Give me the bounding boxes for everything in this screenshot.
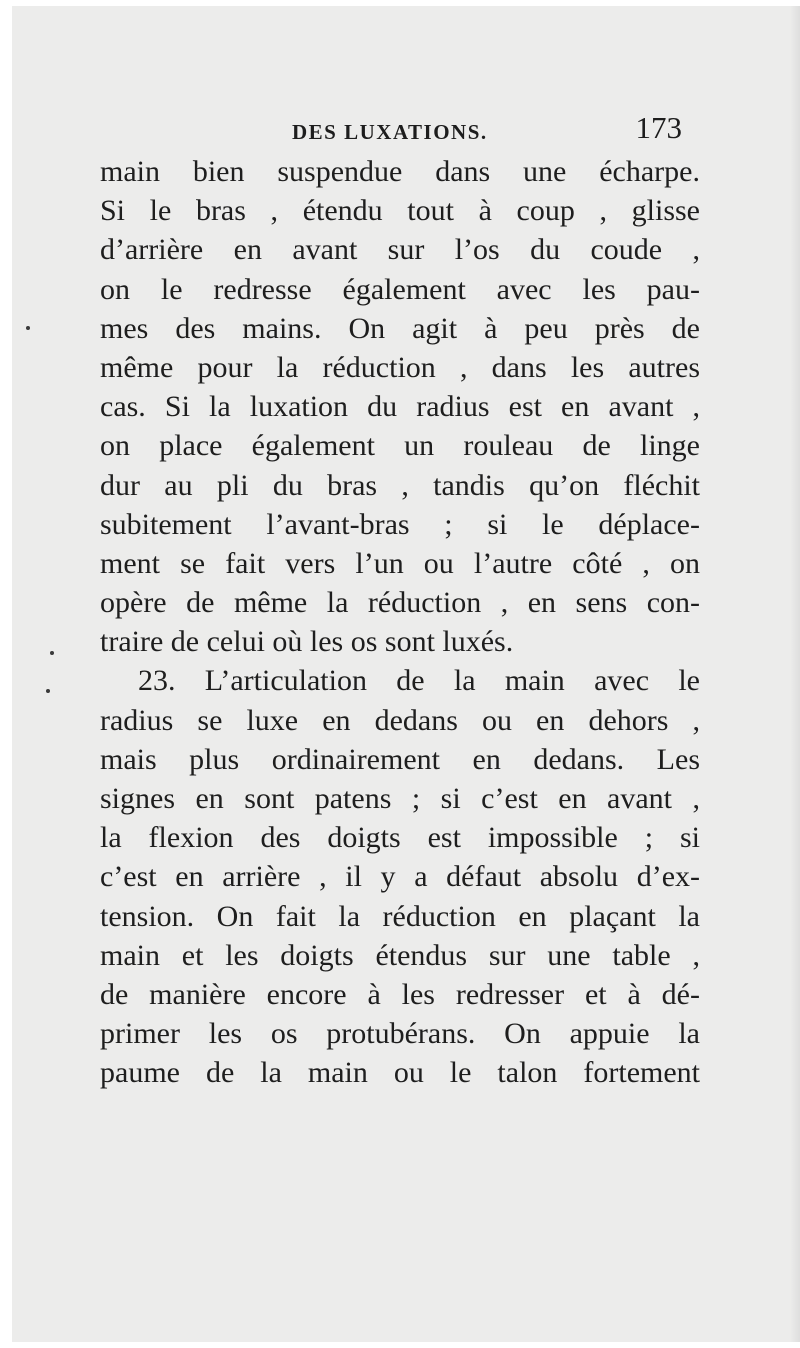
text-line: la flexion des doigts est impossible ; si (100, 821, 700, 855)
page-number: 173 (635, 110, 682, 145)
text-line: c’est en arrière , il y a défaut absolu d’ex- (100, 860, 700, 894)
text-line: radius se luxe en dedans ou en dehors , (100, 703, 700, 737)
text-line: cas. Si la luxation du radius est en avant , (100, 390, 700, 424)
text-line: on le redresse également avec les pau- (100, 272, 700, 306)
text-line: 23. L’articulation de la main avec le (138, 664, 700, 698)
text-line: paume de la main ou le talon fortement (100, 1056, 700, 1090)
book-page (12, 6, 800, 1342)
text-line: on place également un rouleau de linge (100, 429, 700, 463)
text-line: mes des mains. On agit à peu près de (100, 311, 700, 345)
text-line: de manière encore à les redresser et à dé- (100, 977, 700, 1011)
text-line: opère de même la réduction , en sens con- (100, 586, 700, 620)
ink-speck (46, 689, 50, 693)
text-line: Si le bras , étendu tout à coup , glisse (100, 194, 700, 228)
text-line: tension. On fait la réduction en plaçant la (100, 899, 700, 933)
ink-speck (50, 651, 54, 655)
text-line: main bien suspendue dans une écharpe. (100, 155, 700, 188)
text-line: main et les doigts étendus sur une table , (100, 938, 700, 972)
running-title: DES LUXATIONS. (292, 120, 488, 144)
text-line: même pour la réduction , dans les autres (100, 350, 700, 384)
text-line: subitement l’avant-bras ; si le déplace- (100, 507, 700, 541)
ink-speck (26, 326, 30, 330)
text-line: d’arrière en avant sur l’os du coude , (100, 233, 700, 267)
text-line: traire de celui où les os sont luxés. (100, 625, 514, 659)
text-line: primer les os protubérans. On appuie la (100, 1017, 700, 1051)
text-line: ment se fait vers l’un ou l’autre côté , on (100, 546, 700, 580)
body-text (100, 152, 700, 1093)
text-line: mais plus ordinairement en dedans. Les (100, 742, 700, 776)
text-line: dur au pli du bras , tandis qu’on fléchit (100, 468, 700, 502)
running-head (272, 110, 692, 150)
text-line: signes en sont patens ; si c’est en avant , (100, 782, 700, 815)
